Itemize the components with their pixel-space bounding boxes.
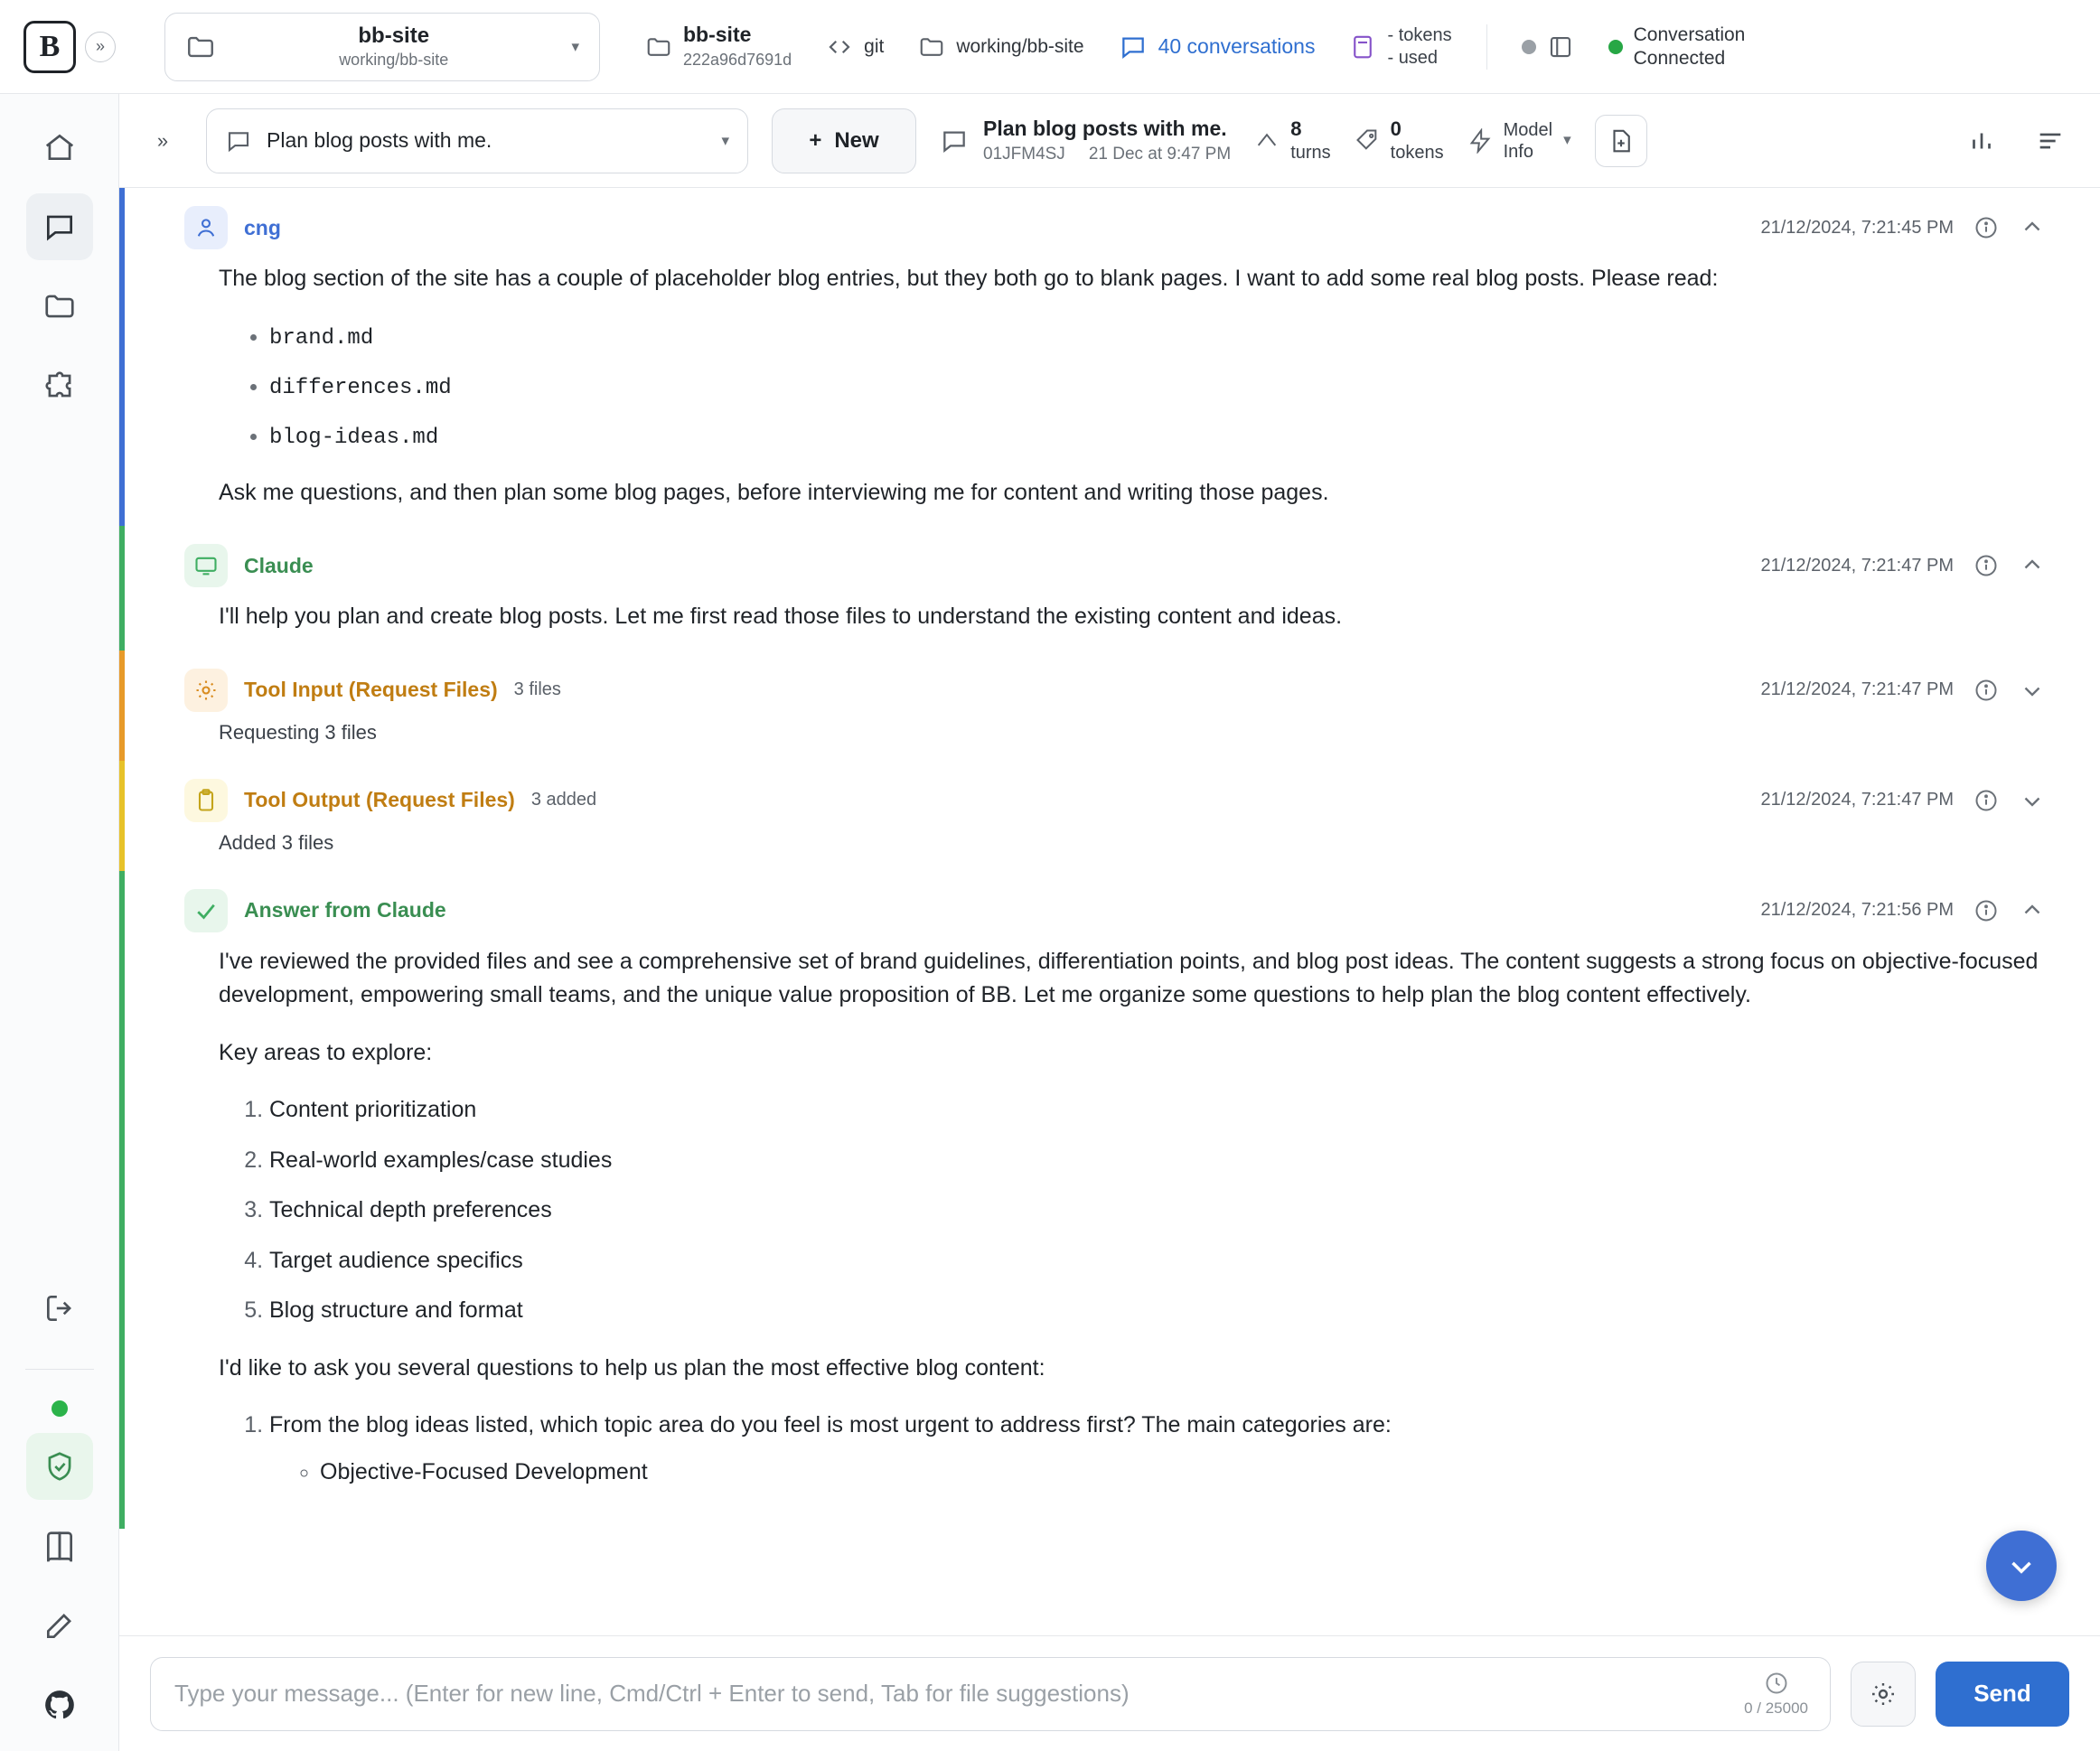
message-sender: Tool Output (Request Files) <box>244 788 515 811</box>
conversation-date: 21 Dec at 9:47 PM <box>1088 145 1232 164</box>
message-input-wrapper[interactable] <box>150 1657 1831 1731</box>
tool-detail: Requesting 3 files <box>219 720 377 744</box>
folder-icon <box>42 289 77 323</box>
message-timestamp: 21/12/2024, 7:21:47 PM <box>1760 679 1954 699</box>
message-paragraph: I'll help you plan and create blog posts. Let me first read those files to understand the existing content and ideas. <box>219 604 1343 629</box>
rail-item-logout[interactable] <box>26 1275 93 1342</box>
token-usage <box>1349 24 1451 70</box>
add-file-button[interactable] <box>1595 115 1647 167</box>
tokens-value: 0 <box>1390 117 1402 141</box>
message-input[interactable] <box>173 1679 1730 1709</box>
assistant-avatar-icon <box>184 544 228 587</box>
tokens-counter <box>1355 117 1444 163</box>
scroll-to-bottom-button[interactable] <box>1986 1531 2057 1601</box>
conversation-transcript[interactable] <box>119 188 2100 1635</box>
turns-counter <box>1254 117 1330 163</box>
model-info-line1: Model <box>1503 119 1553 140</box>
list-item: 1. Content prioritization <box>269 1093 2046 1128</box>
working-path: working/bb-site <box>956 35 1084 57</box>
expand-icon[interactable] <box>2019 787 2046 814</box>
message-header <box>184 667 2046 714</box>
user-avatar-icon <box>184 206 228 249</box>
info-icon[interactable] <box>1973 898 1999 923</box>
bar-chart-icon <box>1966 126 1997 156</box>
character-counter <box>1744 1671 1808 1718</box>
message-body <box>184 589 2046 634</box>
chat-bubble-icon <box>225 127 252 154</box>
turns-value: 8 <box>1290 117 1302 141</box>
model-info-line2: Info <box>1503 141 1533 162</box>
divider <box>1486 24 1487 70</box>
pencil-icon <box>42 1608 77 1643</box>
message-sender: Claude <box>244 553 314 577</box>
send-label: Send <box>1973 1680 2031 1707</box>
gear-icon <box>1869 1680 1898 1709</box>
message-assistant <box>119 526 2100 651</box>
message-badge: 3 files <box>513 679 561 699</box>
message-sender: Answer from Claude <box>244 898 446 922</box>
chevron-down-icon: ▾ <box>721 131 729 149</box>
message-tool-output <box>119 761 2100 871</box>
tokens-label: tokens <box>1390 142 1444 163</box>
app-logo: B <box>23 21 76 73</box>
message-timestamp: 21/12/2024, 7:21:45 PM <box>1760 217 1954 238</box>
list-item <box>269 370 2046 405</box>
message-timestamp: 21/12/2024, 7:21:47 PM <box>1760 790 1954 810</box>
puzzle-icon <box>42 369 77 403</box>
logout-icon <box>42 1291 77 1325</box>
turns-icon <box>1254 127 1280 153</box>
rail-status-dot-icon <box>52 1400 68 1417</box>
conversation-selector-label: Plan blog posts with me. <box>267 128 492 152</box>
rail-item-security[interactable] <box>26 1433 93 1500</box>
top-bar <box>0 0 2100 94</box>
info-icon[interactable] <box>1973 215 1999 240</box>
chat-bubble-icon <box>1119 33 1148 61</box>
rail-item-edit[interactable] <box>26 1592 93 1659</box>
question-options <box>269 1456 2046 1490</box>
file-name: brand.md <box>269 325 374 351</box>
sort-lines-icon <box>2035 126 2066 156</box>
git-info <box>826 33 884 61</box>
tokens-line1-value: - <box>1387 24 1394 45</box>
gear-icon <box>184 669 228 712</box>
repo-info <box>645 23 792 70</box>
bolt-icon <box>1467 128 1493 154</box>
chevron-down-icon: ▾ <box>571 37 579 55</box>
message-badge: 3 added <box>530 790 597 810</box>
connection-line2: Connected <box>1633 47 1726 69</box>
plus-icon: + <box>809 127 822 153</box>
repo-name: bb-site <box>683 23 752 47</box>
body <box>0 94 2100 1751</box>
code-brackets-icon <box>826 33 853 61</box>
message-body <box>184 934 2046 1490</box>
repo-hash: 222a96d7691d <box>683 50 792 69</box>
tokens-line2-value: - <box>1387 47 1394 68</box>
main-column <box>119 94 2100 1751</box>
message-answer <box>119 871 2100 1530</box>
list-item: 3. Technical depth preferences <box>269 1194 2046 1228</box>
list-item: 4. Target audience specifics <box>269 1244 2046 1278</box>
divider <box>25 1369 94 1370</box>
logo-zone <box>0 0 119 94</box>
folder-icon <box>918 33 945 61</box>
rail-item-github[interactable] <box>26 1671 93 1738</box>
message-sender: Tool Input (Request Files) <box>244 678 498 701</box>
file-plus-icon <box>1608 127 1635 154</box>
chat-bubble-icon <box>42 210 77 244</box>
chevron-down-icon <box>2004 1549 2039 1583</box>
rail-item-extensions[interactable] <box>26 352 93 419</box>
tokens-line2-label: used <box>1398 47 1439 68</box>
idle-dot-icon <box>1522 40 1536 54</box>
new-conversation-button[interactable] <box>772 108 916 173</box>
composer-settings-button[interactable] <box>1851 1662 1916 1727</box>
project-path: working/bb-site <box>339 51 449 69</box>
message-body <box>184 251 2046 510</box>
message-header <box>184 542 2046 589</box>
conversations-count[interactable] <box>1119 33 1316 61</box>
list-item <box>269 419 2046 454</box>
questions-list <box>219 1409 2046 1489</box>
connected-dot-icon <box>1608 40 1623 54</box>
file-name: blog-ideas.md <box>269 425 439 450</box>
conversation-id: 01JFM4SJ <box>983 145 1065 164</box>
message-paragraph: I'd like to ask you several questions to help us plan the most effective blog content: <box>219 1354 1045 1381</box>
rail-item-chat[interactable] <box>26 193 93 260</box>
collapse-icon[interactable] <box>2019 552 2046 579</box>
message-header <box>184 777 2046 824</box>
list-item <box>269 320 2046 355</box>
message-header <box>184 204 2046 251</box>
info-icon[interactable] <box>1973 553 1999 578</box>
message-timestamp: 21/12/2024, 7:21:56 PM <box>1760 900 1954 920</box>
message-paragraph: The blog section of the site has a couple of placeholder blog entries, but they both go to blank pages. I want to add some real blog posts. Please read: <box>219 266 1719 291</box>
message-user <box>119 188 2100 526</box>
message-paragraph: I've reviewed the provided files and see a comprehensive set of brand guidelines, differentiation points, and blog post ideas. The content suggests a strong focus on objective-focused development, empowering small teams, and the unique value proposition of BB. Let me organize some questions to help plan the blog content effectively. <box>219 948 2039 1007</box>
tokens-line1-label: tokens <box>1398 24 1452 45</box>
project-selector-text <box>230 23 557 70</box>
expand-panel-icon[interactable]: » <box>156 128 169 152</box>
list-item: ◦ Objective-Focused Development <box>320 1456 2046 1490</box>
stats-button[interactable] <box>1955 115 2008 167</box>
message-composer <box>119 1635 2100 1751</box>
key-areas-list <box>219 1093 2046 1328</box>
top-bar-meta <box>645 23 2100 70</box>
conversation-selector[interactable] <box>206 108 748 173</box>
shield-icon <box>42 1449 77 1484</box>
sort-button[interactable] <box>2024 115 2077 167</box>
folder-icon <box>645 33 672 61</box>
counter-text: 0 / 25000 <box>1744 1699 1808 1717</box>
send-button[interactable] <box>1936 1662 2069 1727</box>
expand-sidebar-icon[interactable]: » <box>85 32 116 62</box>
github-icon <box>42 1688 77 1722</box>
rail-item-docs[interactable] <box>26 1512 93 1579</box>
message-paragraph: Key areas to explore: <box>219 1039 433 1065</box>
model-info-selector[interactable] <box>1467 119 1571 163</box>
conversation-toolbar <box>119 94 2100 188</box>
left-rail <box>0 94 119 1751</box>
message-sender: cng <box>244 215 281 239</box>
chevron-down-icon: ▾ <box>1563 131 1571 149</box>
connection-line1: Conversation <box>1633 24 1746 46</box>
message-paragraph: Ask me questions, and then plan some blog pages, before interviewing me for content and writing those pages. <box>219 479 1329 505</box>
message-header <box>184 887 2046 934</box>
calculator-icon <box>1349 33 1376 61</box>
project-name: bb-site <box>358 23 430 48</box>
rail-item-files[interactable] <box>26 273 93 340</box>
message-tool-input <box>119 651 2100 761</box>
status-indicators <box>1522 33 1574 61</box>
info-icon[interactable] <box>1973 678 1999 703</box>
message-timestamp: 21/12/2024, 7:21:47 PM <box>1760 555 1954 576</box>
toolbar-right-actions <box>1955 115 2077 167</box>
book-icon <box>42 1529 77 1563</box>
home-icon <box>42 130 77 164</box>
chat-bubble-icon <box>940 126 969 155</box>
info-icon[interactable] <box>1973 788 1999 813</box>
check-icon <box>184 889 228 932</box>
folder-icon <box>185 32 216 62</box>
list-item: 2. Real-world examples/case studies <box>269 1144 2046 1178</box>
conversation-title: Plan blog posts with me. <box>983 117 1227 140</box>
list-item <box>269 1409 2046 1489</box>
git-label: git <box>864 35 885 57</box>
working-path-info <box>918 33 1083 61</box>
file-list <box>219 320 2046 454</box>
collapse-icon[interactable] <box>2019 214 2046 241</box>
question-text: From the blog ideas listed, which topic area do you feel is most urgent to address first? The main categories are: <box>269 1412 1392 1437</box>
expand-icon[interactable] <box>2019 677 2046 704</box>
connection-status <box>1608 23 1746 69</box>
tag-icon <box>1355 127 1380 153</box>
list-item: 5. Blog structure and format <box>269 1294 2046 1328</box>
rail-item-home[interactable] <box>26 114 93 181</box>
clock-icon <box>1764 1671 1789 1696</box>
new-conversation-label: New <box>834 127 879 153</box>
clipboard-icon <box>184 779 228 822</box>
project-selector[interactable] <box>164 13 600 81</box>
panel-icon[interactable] <box>1547 33 1574 61</box>
tool-detail: Added 3 files <box>219 830 334 854</box>
turns-label: turns <box>1290 142 1331 163</box>
conversation-header <box>940 117 1231 164</box>
collapse-icon[interactable] <box>2019 897 2046 924</box>
file-name: differences.md <box>269 375 452 400</box>
conversations-label: 40 conversations <box>1158 34 1316 58</box>
